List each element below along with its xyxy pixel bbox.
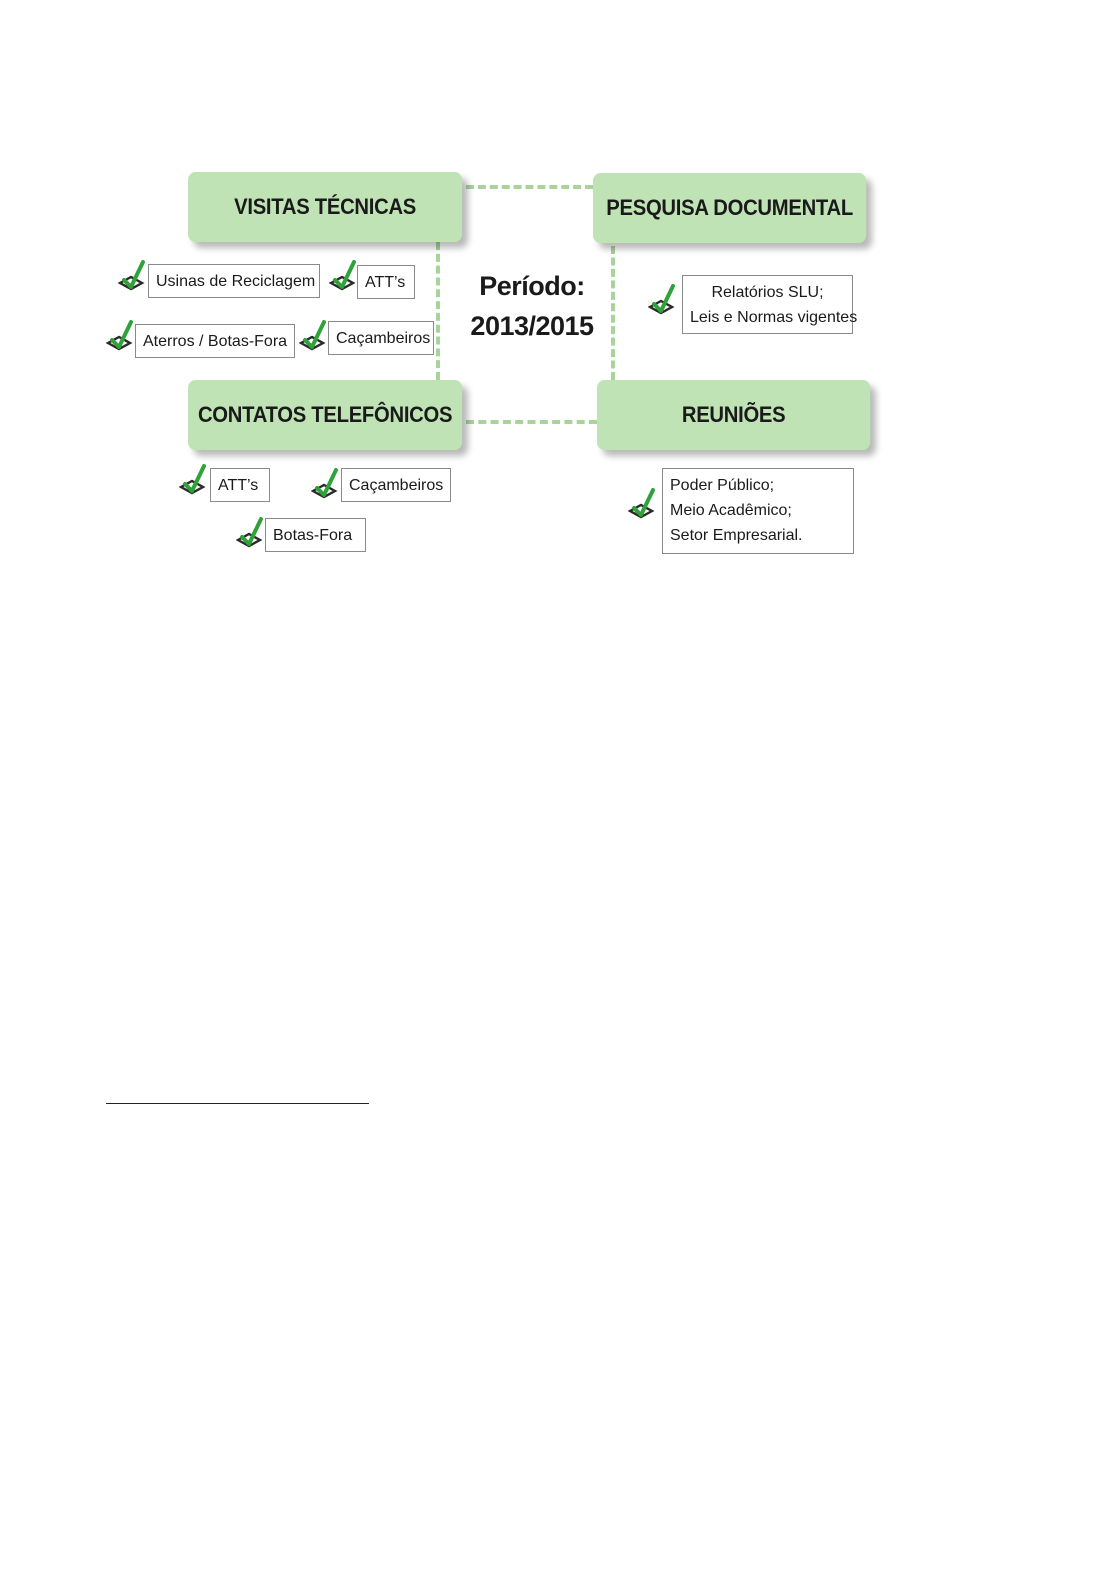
contatos-item-botas-fora: Botas-Fora bbox=[265, 518, 366, 552]
period-label bbox=[452, 266, 612, 346]
connector-bottom bbox=[466, 420, 597, 424]
reunioes-item-poder-publico: Poder Público; bbox=[670, 477, 775, 494]
period-years: 2013/2015 bbox=[470, 311, 594, 341]
check-in-box-icon bbox=[106, 318, 136, 356]
visitas-tecnicas-title: VISITAS TÉCNICAS bbox=[234, 194, 417, 219]
pesquisa-documental-header bbox=[593, 173, 866, 243]
pesquisa-item-relatorios: Relatórios SLU; bbox=[711, 284, 824, 301]
reunioes-header bbox=[597, 380, 870, 450]
visitas-item-aterros: Aterros / Botas-Fora bbox=[135, 324, 295, 358]
contatos-item-atts: ATT’s bbox=[210, 468, 270, 502]
check-in-box-icon bbox=[236, 515, 266, 553]
check-in-box-icon bbox=[118, 258, 148, 296]
check-in-box-icon bbox=[648, 282, 678, 320]
visitas-item-usinas: Usinas de Reciclagem bbox=[148, 264, 320, 298]
check-in-box-icon bbox=[329, 258, 359, 296]
connector-top bbox=[466, 185, 593, 189]
pesquisa-documental-title: PESQUISA DOCUMENTAL bbox=[606, 195, 853, 220]
check-in-box-icon bbox=[299, 318, 329, 356]
visitas-item-atts: ATT’s bbox=[357, 265, 415, 299]
pesquisa-items-box bbox=[682, 275, 858, 334]
reunioes-item-setor-empresarial: Setor Empresarial. bbox=[670, 527, 803, 544]
check-in-box-icon bbox=[179, 462, 209, 500]
reunioes-item-meio-academico: Meio Acadêmico; bbox=[670, 502, 792, 519]
research-methods-diagram bbox=[0, 0, 1094, 600]
pesquisa-item-leis: Leis e Normas vigentes bbox=[690, 309, 858, 326]
connector-left bbox=[436, 242, 440, 380]
reunioes-items-box bbox=[662, 468, 854, 554]
visitas-tecnicas-header bbox=[188, 172, 462, 242]
contatos-item-cacambeiros: Caçambeiros bbox=[341, 468, 451, 502]
visitas-item-cacambeiros: Caçambeiros bbox=[328, 321, 434, 355]
period-title: Período: bbox=[479, 271, 585, 301]
contatos-telefonicos-title: CONTATOS TELEFÔNICOS bbox=[197, 402, 453, 427]
check-in-box-icon bbox=[311, 466, 341, 504]
check-in-box-icon bbox=[628, 486, 658, 524]
reunioes-title: REUNIÕES bbox=[681, 402, 786, 427]
contatos-telefonicos-header bbox=[188, 380, 462, 450]
footnote-separator bbox=[106, 1103, 369, 1104]
